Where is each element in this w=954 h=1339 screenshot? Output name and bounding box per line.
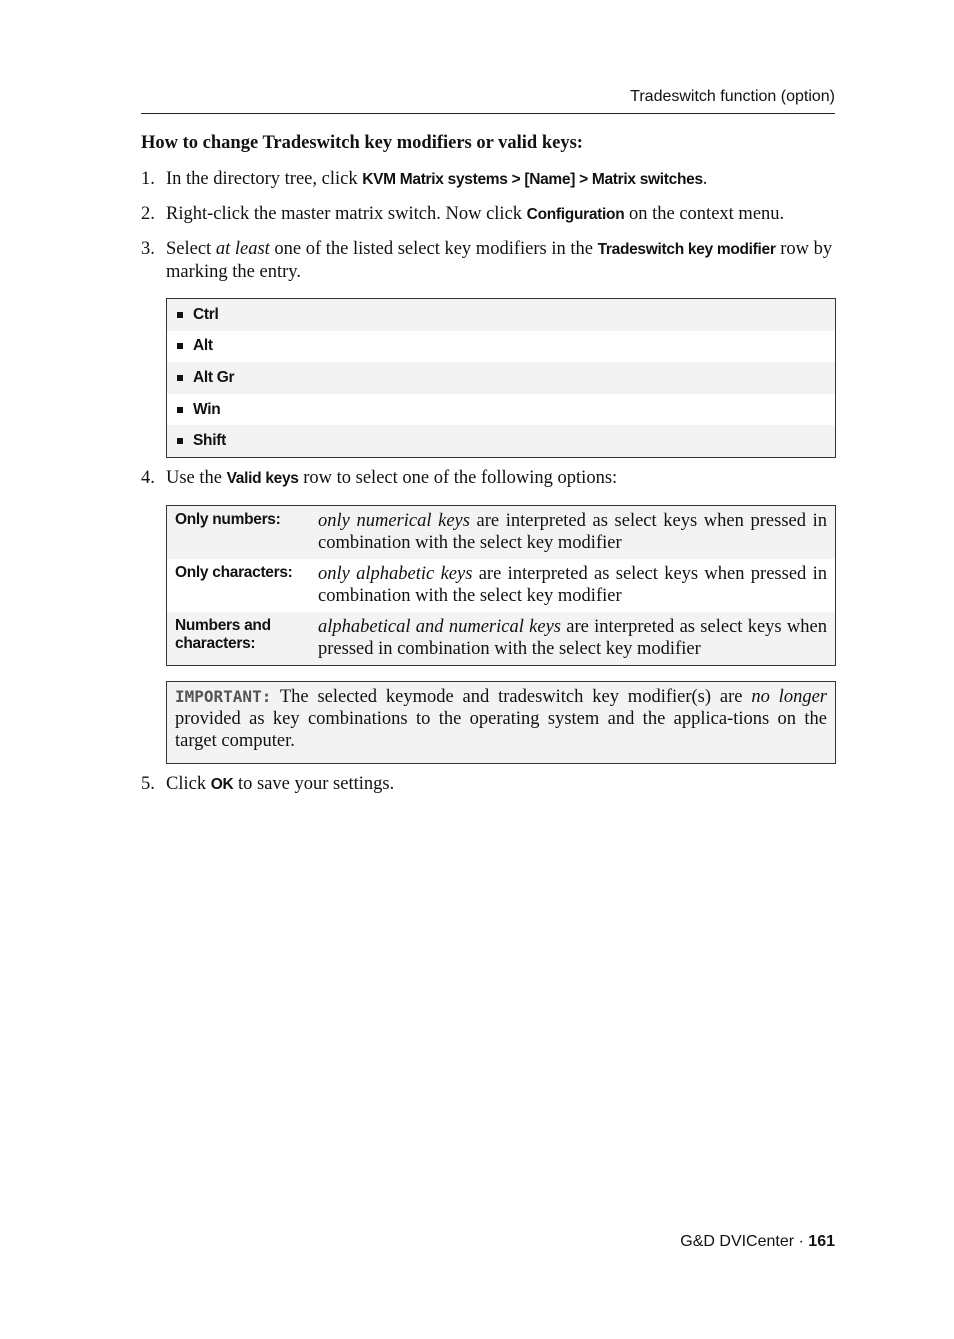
step-number: 2. xyxy=(141,204,155,224)
step-number: 3. xyxy=(141,239,155,259)
step-text: Select xyxy=(166,239,216,259)
bullet-icon xyxy=(177,375,183,381)
modifier-label: Ctrl xyxy=(193,305,219,323)
step-1 xyxy=(141,168,835,191)
option-term: Only characters: xyxy=(175,564,293,581)
option-row xyxy=(167,506,835,559)
step-5 xyxy=(141,773,835,796)
step-text: Click xyxy=(166,774,211,794)
modifier-item xyxy=(167,331,835,363)
ui-label-tradeswitch-key-modifier: Tradeswitch key modifier xyxy=(597,241,776,258)
emphasis: no longer xyxy=(751,687,827,707)
bullet-icon xyxy=(177,312,183,318)
option-description xyxy=(318,563,827,607)
important-label: IMPORTANT: xyxy=(175,687,272,706)
modifier-label: Alt xyxy=(193,337,213,355)
emphasis: alphabetical and numerical keys xyxy=(318,617,561,637)
running-header xyxy=(141,88,835,114)
ui-label-configuration: Configuration xyxy=(526,206,625,223)
option-row xyxy=(167,559,835,612)
ui-label-menu-path: KVM Matrix systems > [Name] > Matrix switches xyxy=(362,171,703,188)
option-text: are interpreted as select keys when pressed in combination with the select key modifier xyxy=(318,564,827,606)
step-number: 4. xyxy=(141,468,155,488)
running-header-title: Tradeswitch function (option) xyxy=(630,88,835,105)
ui-label-valid-keys: Valid keys xyxy=(226,470,299,487)
step-text: Use the xyxy=(166,468,227,488)
option-term: Numbers and characters: xyxy=(175,617,271,652)
ui-label-ok: OK xyxy=(210,776,234,793)
important-note xyxy=(166,681,836,764)
step-number: 1. xyxy=(141,169,155,189)
note-text: provided as key combinations to the operating system and the applica-tions on the target computer. xyxy=(175,709,827,751)
modifier-item xyxy=(167,394,835,426)
step-4 xyxy=(141,467,835,490)
footer-product: G&D DVICenter · xyxy=(680,1233,809,1250)
page-number: 161 xyxy=(808,1233,835,1250)
step-text: row by marking the entry. xyxy=(166,239,833,282)
step-text: In the directory tree, click xyxy=(166,169,363,189)
step-number: 5. xyxy=(141,774,155,794)
step-2 xyxy=(141,203,835,226)
option-description xyxy=(318,616,827,660)
option-text: are interpreted as select keys when pressed in combination with the select key modifier xyxy=(318,617,827,659)
bullet-icon xyxy=(177,407,183,413)
option-description xyxy=(318,510,827,554)
step-text: one of the listed select key modifiers in the xyxy=(269,239,598,259)
option-row xyxy=(167,612,835,665)
step-text: on the context menu. xyxy=(624,204,785,224)
modifier-label: Alt Gr xyxy=(193,368,235,386)
step-3 xyxy=(141,238,835,283)
emphasis: at least xyxy=(215,239,270,259)
bullet-icon xyxy=(177,343,183,349)
step-text: . xyxy=(702,169,708,189)
option-term: Only numbers: xyxy=(175,511,281,528)
valid-keys-table xyxy=(166,505,836,666)
modifier-label: Win xyxy=(193,400,221,418)
emphasis: only alphabetic keys xyxy=(318,564,473,584)
modifier-item xyxy=(167,362,835,394)
modifier-item xyxy=(167,299,835,331)
step-text: to save your settings. xyxy=(233,774,395,794)
note-text: The selected keymode and tradeswitch key modifier(s) are xyxy=(271,687,752,707)
emphasis: only numerical keys xyxy=(318,511,470,531)
step-text: row to select one of the following options: xyxy=(298,468,618,488)
modifier-label: Shift xyxy=(193,432,226,450)
option-text: are interpreted as select keys when pressed in combination with the select key modifier xyxy=(318,511,827,553)
step-text: Right-click the master matrix switch. Now click xyxy=(166,204,527,224)
modifier-list-box xyxy=(166,298,836,458)
section-heading: How to change Tradeswitch key modifiers or valid keys: xyxy=(141,133,583,153)
page-footer xyxy=(560,1233,835,1251)
modifier-item xyxy=(167,425,835,457)
bullet-icon xyxy=(177,438,183,444)
